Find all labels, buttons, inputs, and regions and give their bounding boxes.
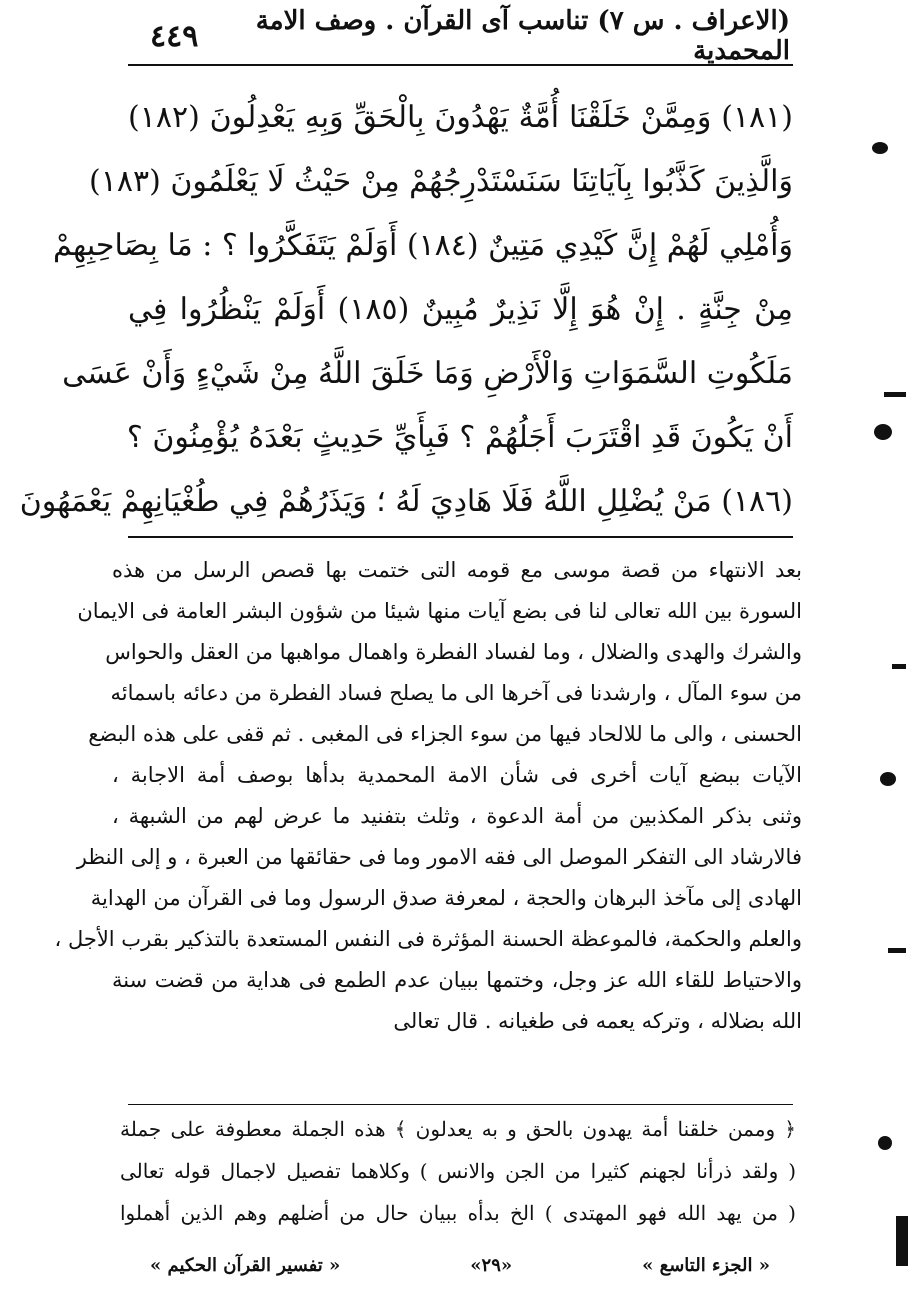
footer-book: « تفسير القرآن الحكيم » [150,1254,341,1276]
page-number: ٤٤٩ [150,18,199,54]
verse-line: (١٨١) وَمِمَّنْ خَلَقْنَا أُمَّةٌ يَهْدُونَ بِالْحَقِّ وَبِهِ يَعْدِلُونَ (١٨٢) [128,100,793,135]
verse-line: وَأُمْلِي لَهُمْ إِنَّ كَيْدِي مَتِينٌ (١٨٤) أَوَلَمْ يَتَفَكَّرُوا ؟ : مَا بِصَاحِبِهِمْ [53,228,793,263]
page-footer [150,1248,770,1282]
quran-verses [19,88,793,536]
commentary-line: الله بضلاله ، وتركه يعمه فى طغيانه . قال تعالى [393,1009,802,1033]
commentary-line: السورة بين الله تعالى لنا فى بضع آيات منها شيئا من شؤون البشر العامة فى الايمان [77,599,802,623]
commentary-line: الحسنى ، والى ما للالحاد فيها من سوء الجزاء فى المغبى . ثم قفى على هذه البضع [88,722,802,746]
footnotes [120,1108,796,1234]
verse-line: مَلَكُوتِ السَّمَوَاتِ وَالْأَرْضِ وَمَا خَلَقَ اللَّهُ مِنْ شَيْءٍ وَأَنْ عَسَى [62,356,793,391]
commentary-line: الهادى إلى مآخذ البرهان والحجة ، لمعرفة صدق الرسول وما فى القرآن من الهداية [90,886,802,910]
verse-line: مِنْ جِنَّةٍ . إِنْ هُوَ إِلَّا نَذِيرٌ مُبِينٌ (١٨٥) أَوَلَمْ يَنْظُرُوا فِي [128,292,793,327]
running-header [150,6,790,66]
commentary-line: بعد الانتهاء من قصة موسى مع قومه التى ختمت بها قصص الرسل من هذه [112,558,802,582]
verse-line: (١٨٦) مَنْ يُضْلِلِ اللَّهُ فَلَا هَادِيَ لَهُ ؛ وَيَذَرُهُمْ فِي طُغْيَانِهِمْ يَعْمَهُونَ [19,484,793,519]
scan-mark [872,142,888,154]
notes-rule [128,1104,793,1105]
commentary-line: والعلم والحكمة، فالموعظة الحسنة المؤثرة فى النفس المستعدة بالتذكير بقرب الأجل ، [54,927,802,951]
commentary-line: فالارشاد الى التفكر الموصل الى فقه الامور وما فى حقائقها من العبرة ، و إلى النظر [76,845,802,869]
verse-line: أَنْ يَكُونَ قَدِ اقْتَرَبَ أَجَلُهُمْ ؟ فَبِأَيِّ حَدِيثٍ بَعْدَهُ يُؤْمِنُونَ ؟ [126,420,793,455]
footer-part: « الجزء التاسع » [642,1254,770,1276]
footnote-line: ﴿ وممن خلقنا أمة يهدون بالحق و به يعدلون ﴾ هذه الجملة معطوفة على جملة [120,1117,796,1141]
scan-mark [892,664,906,669]
commentary-body [54,550,802,1042]
footnote-line: ( ولقد ذرأنا لجهنم كثيرا من الجن والانس ) وكلاهما تفصيل لاجمال قوله تعالى [120,1159,796,1183]
scan-mark [888,948,906,953]
commentary-line: الآيات ببضع آيات أخرى فى شأن الامة المحمدية بدأها بوصف أمة الاجابة ، [112,763,802,787]
commentary-line: والاحتياط للقاء الله عز وجل، وختمها ببيان عدم الطمع فى هداية من قضت سنة [112,968,802,992]
scan-mark [896,1216,908,1266]
commentary-line: والشرك والهدى والضلال ، وما لفساد الفطرة واهمال مواهبها من العقل والحواس [105,640,802,664]
commentary-line: وثنى بذكر المكذبين من أمة الدعوة ، وثلث بتفنيد ما عرض لهم من الشبهة ، [112,804,802,828]
header-rule [128,64,793,66]
commentary-line: من سوء المآل ، وارشدنا فى آخرها الى ما يصلح فساد الفطرة من دعائه باسمائه [110,681,802,705]
verse-line: وَالَّذِينَ كَذَّبُوا بِآيَاتِنَا سَنَسْتَدْرِجُهُمْ مِنْ حَيْثُ لَا يَعْلَمُونَ (١٨٣) [89,164,793,199]
running-title: (الاعراف . س ٧) تناسب آى القرآن . وصف الامة المحمدية [255,6,790,66]
scan-mark [874,424,892,440]
scan-mark [878,1136,892,1150]
footer-page: «٢٩» [470,1254,513,1276]
section-rule [128,536,793,538]
scan-mark [884,392,906,397]
scan-mark [880,772,896,786]
footnote-line: ( من يهد الله فهو المهتدى ) الخ بدأه ببيان حال من أضلهم وهم الذين أهملوا [120,1201,796,1225]
